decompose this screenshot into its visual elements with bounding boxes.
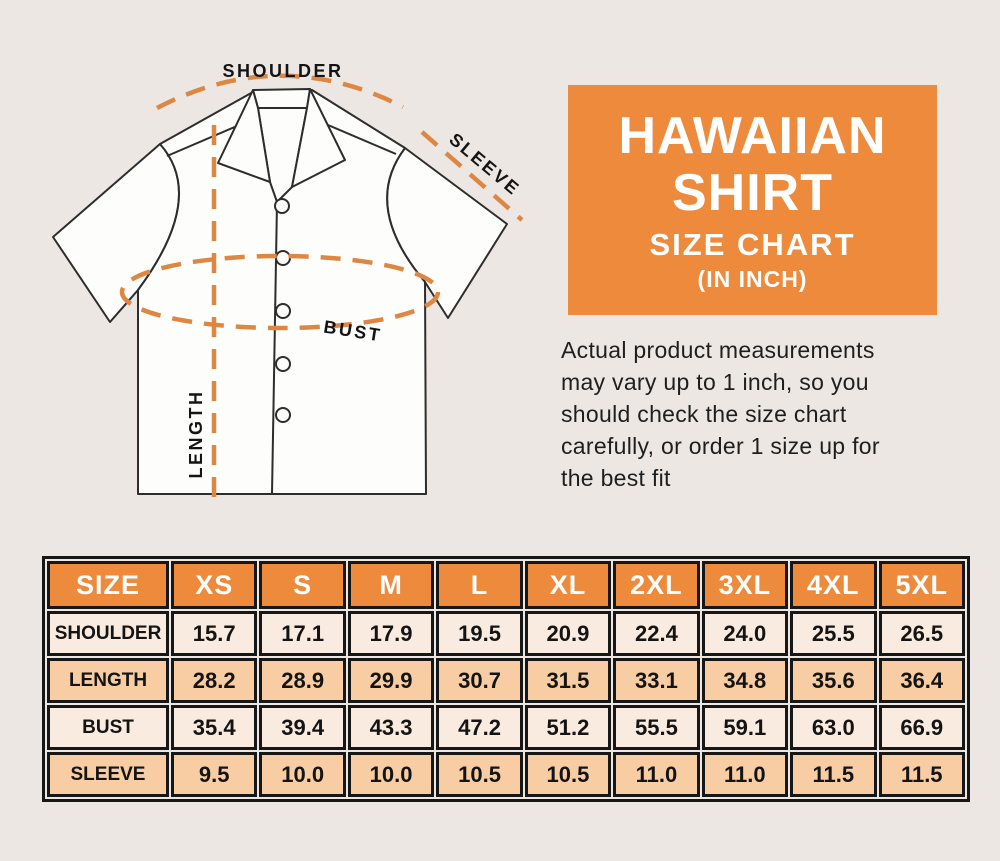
size-value-cell: 10.5 xyxy=(525,752,611,797)
col-header-2xl: 2XL xyxy=(613,561,699,609)
title-line-2: SHIRT xyxy=(672,163,833,222)
size-value-cell: 9.5 xyxy=(171,752,257,797)
col-header-l: L xyxy=(436,561,522,609)
subtitle: SIZE CHART xyxy=(649,226,856,262)
row-label-shoulder: SHOULDER xyxy=(47,611,169,656)
size-value-cell: 10.5 xyxy=(436,752,522,797)
table-row-bust xyxy=(47,705,965,750)
size-value-cell: 26.5 xyxy=(879,611,966,656)
size-value-cell: 33.1 xyxy=(613,658,699,703)
size-value-cell: 10.0 xyxy=(259,752,345,797)
table-row-length xyxy=(47,658,965,703)
size-value-cell: 34.8 xyxy=(702,658,788,703)
description-line: Actual product measurements xyxy=(561,337,875,363)
table-row-sleeve xyxy=(47,752,965,797)
row-label-sleeve: SLEEVE xyxy=(47,752,169,797)
size-value-cell: 36.4 xyxy=(879,658,966,703)
title-line-1: HAWAIIAN xyxy=(618,106,887,165)
size-value-cell: 22.4 xyxy=(613,611,699,656)
size-value-cell: 35.4 xyxy=(171,705,257,750)
size-value-cell: 19.5 xyxy=(436,611,522,656)
col-header-5xl: 5XL xyxy=(879,561,966,609)
size-value-cell: 17.9 xyxy=(348,611,434,656)
shirt-measurement-diagram xyxy=(30,30,550,550)
sleeve-label: SLEEVE xyxy=(445,129,525,200)
header-row xyxy=(47,561,965,609)
row-label-length: LENGTH xyxy=(47,658,169,703)
col-header-m: M xyxy=(348,561,434,609)
bust-label: BUST xyxy=(322,316,384,346)
size-value-cell: 28.9 xyxy=(259,658,345,703)
size-value-cell: 11.0 xyxy=(702,752,788,797)
description-line: should check the size chart xyxy=(561,401,847,427)
size-value-cell: 55.5 xyxy=(613,705,699,750)
col-header-xs: XS xyxy=(171,561,257,609)
length-label: LENGTH xyxy=(186,389,206,479)
size-value-cell: 66.9 xyxy=(879,705,966,750)
size-chart-table xyxy=(42,556,970,802)
size-value-cell: 15.7 xyxy=(171,611,257,656)
collar-band xyxy=(253,89,310,108)
size-value-cell: 11.5 xyxy=(790,752,876,797)
size-value-cell: 51.2 xyxy=(525,705,611,750)
size-value-cell: 63.0 xyxy=(790,705,876,750)
size-value-cell: 20.9 xyxy=(525,611,611,656)
row-label-bust: BUST xyxy=(47,705,169,750)
description-line: the best fit xyxy=(561,465,671,491)
size-value-cell: 10.0 xyxy=(348,752,434,797)
col-header-xl: XL xyxy=(525,561,611,609)
size-value-cell: 25.5 xyxy=(790,611,876,656)
size-value-cell: 35.6 xyxy=(790,658,876,703)
description-line: carefully, or order 1 size up for xyxy=(561,433,880,459)
size-value-cell: 31.5 xyxy=(525,658,611,703)
col-header-4xl: 4XL xyxy=(790,561,876,609)
size-value-cell: 28.2 xyxy=(171,658,257,703)
col-header-s: S xyxy=(259,561,345,609)
size-value-cell: 39.4 xyxy=(259,705,345,750)
size-value-cell: 11.5 xyxy=(879,752,966,797)
col-header-3xl: 3XL xyxy=(702,561,788,609)
col-header-size: SIZE xyxy=(47,561,169,609)
shoulder-label: SHOULDER xyxy=(222,61,344,81)
size-value-cell: 43.3 xyxy=(348,705,434,750)
description-line: may vary up to 1 inch, so you xyxy=(561,369,869,395)
size-value-cell: 29.9 xyxy=(348,658,434,703)
table-row-shoulder xyxy=(47,611,965,656)
size-value-cell: 11.0 xyxy=(613,752,699,797)
unit-note: (IN INCH) xyxy=(697,265,808,292)
size-value-cell: 24.0 xyxy=(702,611,788,656)
size-value-cell: 47.2 xyxy=(436,705,522,750)
size-value-cell: 59.1 xyxy=(702,705,788,750)
title-box xyxy=(568,85,937,315)
size-value-cell: 30.7 xyxy=(436,658,522,703)
size-value-cell: 17.1 xyxy=(259,611,345,656)
description-paragraph xyxy=(561,334,971,494)
